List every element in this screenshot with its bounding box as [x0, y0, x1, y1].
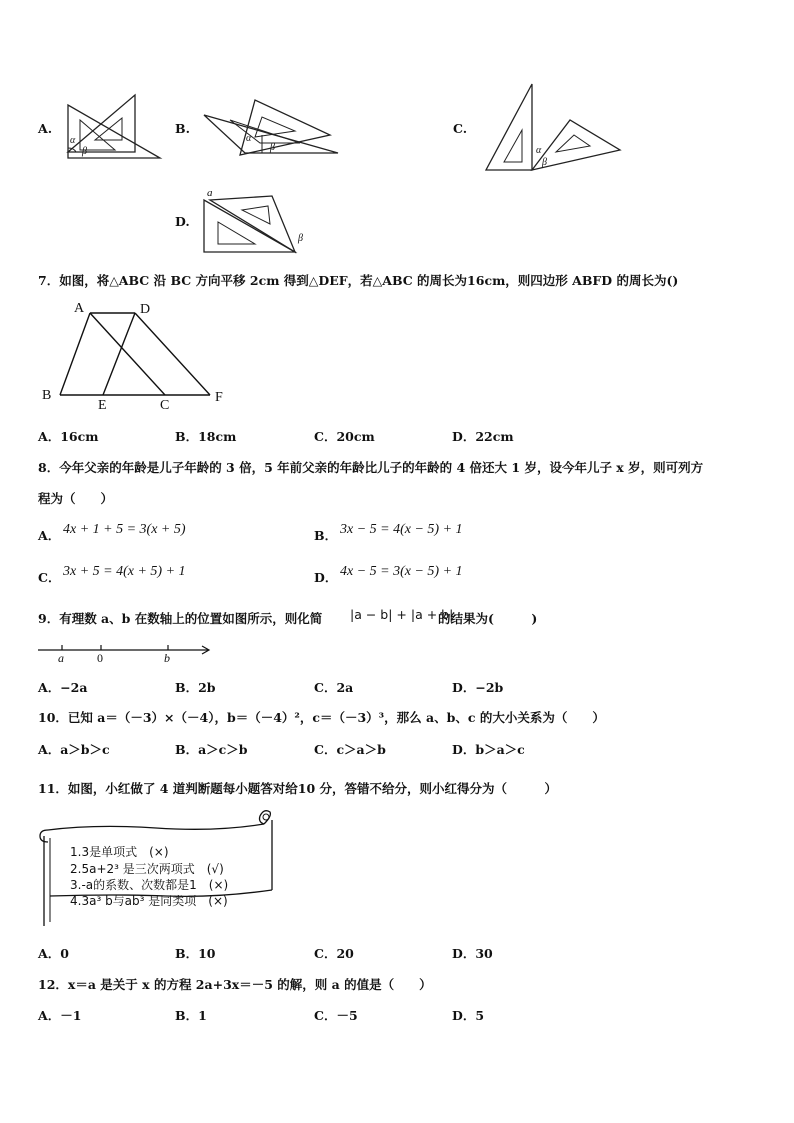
q10-option-b: B．a＞c＞b — [175, 742, 248, 757]
q10-stem: 10．已知 a＝（－3）×（－4），b＝（－4）²，c＝（－3）³，那么 a、b、c 的大小关系为（ ） — [38, 710, 605, 725]
q10-option-d: D．b＞a＞c — [452, 742, 525, 757]
q8-option-b-label: B． — [314, 528, 338, 543]
q6-option-c-label: C. — [453, 121, 468, 136]
q12-option-c: C．－5 — [314, 1008, 358, 1023]
q6-option-b-label: B. — [175, 121, 190, 136]
q6-figure-b — [200, 95, 350, 165]
q8-stem-line1: 8．今年父亲的年龄是儿子年龄的 3 倍，5 年前父亲的年龄比儿子的年龄的 4 倍还大 1 岁，设今年儿子 x 岁，则可列方 — [38, 460, 704, 475]
q6-option-a-label: A. — [38, 121, 53, 136]
q7-label-d: D — [140, 302, 151, 317]
q7-option-d: D．22cm — [452, 429, 514, 444]
q12-option-d: D．5 — [452, 1008, 485, 1023]
q6c-alpha: α — [536, 145, 542, 156]
q9-option-d: D．−2b — [452, 680, 504, 695]
q8-option-a-label: A． — [38, 528, 61, 543]
q11-option-a: A．0 — [38, 946, 69, 961]
q11-item-3: 3.-a的系数、次数都是1 (×) — [70, 878, 229, 892]
q11-item-4: 4.3a³ b与ab³ 是同类项 (×) — [70, 894, 228, 908]
q6-figure-c — [482, 80, 627, 175]
q8-option-d-equation: 4x − 5 = 3(x − 5) + 1 — [340, 564, 463, 579]
q9-option-a: A．−2a — [38, 680, 88, 695]
q9-abs-expression: |a − b| + |a + b| — [350, 607, 454, 622]
q11-option-c: C．20 — [314, 946, 354, 961]
q6-option-d-label: D. — [175, 214, 190, 229]
q9-axis-b: b — [164, 651, 170, 665]
q9-option-b: B．2b — [175, 680, 216, 695]
q8-option-c-label: C． — [38, 570, 61, 585]
q6b-alpha: α — [246, 133, 252, 144]
q7-option-a: A．16cm — [38, 429, 99, 444]
q12-option-b: B．1 — [175, 1008, 207, 1023]
q8-option-a-equation: 4x + 1 + 5 = 3(x + 5) — [63, 522, 186, 537]
q7-option-b: B．18cm — [175, 429, 237, 444]
q9-stem-pre: 9．有理数 a、b 在数轴上的位置如图所示，则化简 — [38, 611, 323, 626]
q6b-beta: β — [270, 142, 275, 153]
q6a-alpha: α — [70, 135, 76, 146]
q6-figure-d — [200, 192, 310, 257]
q11-option-d: D．30 — [452, 946, 493, 961]
q6-figure-a — [60, 90, 180, 160]
q10-option-c: C．c＞a＞b — [314, 742, 386, 757]
q8-option-b-equation: 3x − 5 = 4(x − 5) + 1 — [340, 522, 463, 537]
q7-stem: 7．如图，将△ABC 沿 BC 方向平移 2cm 得到△DEF，若△ABC 的周长为16cm，则四边形 ABFD 的周长为() — [38, 273, 679, 288]
q6a-beta: β — [82, 146, 87, 157]
q7-figure — [55, 305, 235, 405]
q7-label-b: B — [42, 388, 52, 403]
q8-stem-line2: 程为（ ） — [38, 491, 114, 506]
q9-option-c: C．2a — [314, 680, 354, 695]
q10-option-a: A．a＞b＞c — [38, 742, 110, 757]
q8-option-d-label: D． — [314, 570, 338, 585]
q11-item-2: 2.5a+2³ 是三次两项式 (√) — [70, 862, 224, 876]
q7-label-c: C — [160, 398, 170, 413]
q6d-beta: β — [298, 233, 303, 244]
q9-number-line — [38, 640, 218, 660]
q9-axis-a: a — [58, 651, 64, 665]
q7-label-a: A — [74, 301, 85, 316]
q11-option-b: B．10 — [175, 946, 216, 961]
q7-label-f: F — [215, 390, 223, 405]
q6d-a: a — [207, 187, 213, 199]
q9-axis-zero: 0 — [97, 651, 103, 665]
q6c-beta: β — [542, 157, 547, 168]
q8-option-c-equation: 3x + 5 = 4(x + 5) + 1 — [63, 564, 186, 579]
q12-option-a: A．－1 — [38, 1008, 82, 1023]
q12-stem: 12．x＝a 是关于 x 的方程 2a+3x＝－5 的解，则 a 的值是（ ） — [38, 977, 432, 992]
q11-stem: 11．如图，小红做了 4 道判断题每小题答对给10 分，答错不给分，则小红得分为（ ） — [38, 781, 558, 796]
q11-item-1: 1.3是单项式 (×) — [70, 845, 169, 859]
q7-option-c: C．20cm — [314, 429, 375, 444]
q9-stem-post: 的结果为( ) — [438, 611, 538, 626]
q7-label-e: E — [98, 398, 107, 413]
